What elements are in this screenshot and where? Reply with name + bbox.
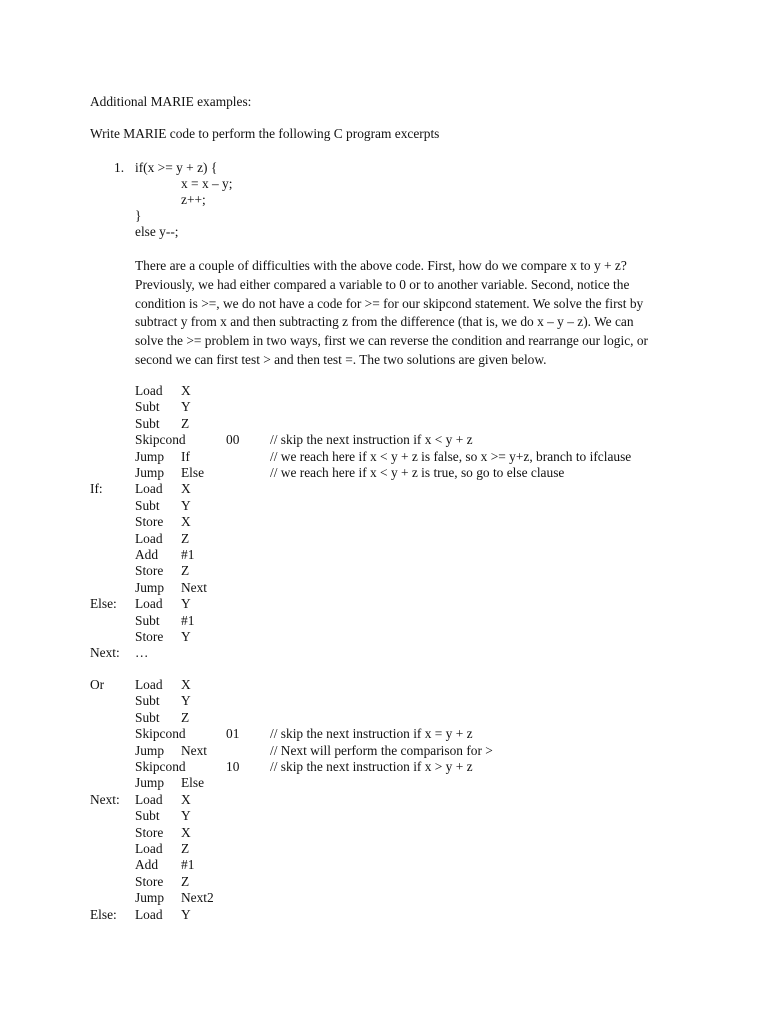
code-row: [0, 383, 768, 399]
code-arg: Z: [181, 709, 190, 725]
explanation-paragraph: [135, 257, 675, 370]
c-code-line: if(x >= y + z) {: [135, 160, 218, 175]
code-op: Store: [135, 629, 164, 644]
code-arg: If: [181, 448, 190, 464]
code-op: Subt: [135, 399, 160, 415]
code-row: [0, 531, 768, 547]
code-op: Add: [135, 547, 159, 562]
code-row: [0, 759, 768, 775]
code-row: [0, 775, 768, 791]
code-row: [0, 677, 768, 693]
paragraph-line: solve the >= problem in two ways, first we can reverse the condition and rearrange our logic, or: [135, 333, 648, 349]
code-op: Load: [135, 791, 163, 807]
code-row: [0, 416, 768, 432]
code-comment: // skip the next instruction if x > y + z: [270, 759, 473, 774]
code-arg: X: [181, 383, 191, 398]
code-row: [0, 792, 768, 808]
code-arg: Z: [181, 415, 190, 431]
code-row: [0, 874, 768, 890]
code-arg: Y: [181, 629, 191, 644]
code-row: [0, 726, 768, 742]
code-op: Subt: [135, 415, 160, 431]
code-row: [0, 808, 768, 824]
code-row: [0, 890, 768, 906]
code-op: Subt: [135, 612, 160, 628]
code-op: Jump: [135, 890, 165, 906]
document-heading: Additional MARIE examples:: [90, 94, 252, 109]
code-arg: X: [181, 481, 191, 497]
code-arg: #1: [181, 547, 195, 562]
code-arg: Else: [181, 465, 205, 480]
code-op: Add: [135, 857, 159, 873]
code-op: Load: [135, 530, 163, 546]
code-arg: #1: [181, 857, 195, 873]
code-row: [0, 743, 768, 759]
code-cond: 10: [226, 759, 240, 774]
code-comment: // skip the next instruction if x = y + z: [270, 726, 473, 742]
code-op: Store: [135, 514, 164, 530]
code-arg: Y: [181, 596, 191, 612]
code-op: Load: [135, 383, 163, 398]
paragraph-line: There are a couple of difficulties with the above code. First, how do we compare x to y + z?: [135, 258, 627, 273]
code-label: If:: [90, 481, 103, 497]
code-row: [0, 547, 768, 563]
code-comment: // Next will perform the comparison for >: [270, 742, 493, 758]
code-row: [0, 399, 768, 415]
code-cond: 01: [226, 726, 240, 742]
code-row: [0, 432, 768, 448]
code-row: [0, 825, 768, 841]
code-row: [0, 693, 768, 709]
code-op: Skipcond: [135, 726, 186, 742]
code-op: Subt: [135, 693, 160, 709]
code-label: Else:: [90, 906, 117, 922]
code-arg: X: [181, 824, 191, 840]
code-comment: // we reach here if x < y + z is true, so go to else clause: [270, 465, 565, 480]
code-op: Load: [135, 596, 163, 612]
code-op: …: [135, 645, 149, 661]
code-op: Skipcond: [135, 432, 186, 448]
intro-line: Write MARIE code to perform the following C program excerpts: [90, 126, 440, 141]
code-row: [0, 465, 768, 481]
code-op: Skipcond: [135, 759, 186, 774]
paragraph-line: second we can first test > and then test =. The two solutions are given below.: [135, 351, 547, 367]
code-op: Load: [135, 481, 163, 497]
code-arg: Y: [181, 906, 191, 922]
code-arg: X: [181, 514, 191, 530]
paragraph-line: subtract y from x and then subtracting z from the difference (that is, we do x – y – z). We can: [135, 314, 634, 330]
code-op: Store: [135, 563, 164, 579]
code-op: Store: [135, 824, 164, 840]
code-op: Jump: [135, 775, 165, 791]
code-label: Else:: [90, 596, 117, 612]
code-op: Load: [135, 677, 163, 692]
code-arg: #1: [181, 612, 195, 628]
code-arg: Next: [181, 742, 208, 758]
code-op: Subt: [135, 808, 160, 824]
code-arg: Y: [181, 399, 191, 415]
paragraph-line: condition is >=, we do not have a code for >= for our skipcond statement. We solve the first by: [135, 295, 644, 311]
code-arg: X: [181, 791, 191, 807]
code-row: [0, 449, 768, 465]
code-row: [0, 710, 768, 726]
code-op: Store: [135, 873, 164, 889]
code-op: Jump: [135, 448, 165, 464]
code-row: [0, 613, 768, 629]
code-arg: Z: [181, 841, 190, 856]
code-row: [0, 841, 768, 857]
code-arg: Z: [181, 530, 190, 546]
c-code-line: x = x – y;: [181, 176, 233, 191]
code-row: [0, 857, 768, 873]
code-op: Subt: [135, 497, 160, 513]
code-arg: Z: [181, 563, 190, 579]
code-op: Load: [135, 906, 163, 922]
code-arg: Next2: [181, 890, 214, 906]
code-cond: 00: [226, 432, 240, 448]
code-op: Jump: [135, 465, 165, 480]
code-row: [0, 629, 768, 645]
code-arg: Else: [181, 775, 205, 791]
code-row: [0, 645, 768, 661]
c-code-line: z++;: [181, 192, 206, 207]
code-arg: Y: [181, 693, 191, 709]
code-op: Load: [135, 841, 163, 856]
code-arg: Next: [181, 579, 208, 595]
paragraph-line: Previously, we had either compared a variable to 0 or to another variable. Second, notice the: [135, 276, 630, 292]
code-op: Jump: [135, 579, 165, 595]
code-label: Or: [90, 677, 105, 692]
code-comment: // skip the next instruction if x < y + z: [270, 432, 473, 448]
code-comment: // we reach here if x < y + z is false, so x >= y+z, branch to ifclause: [270, 448, 632, 464]
code-row: [0, 498, 768, 514]
code-arg: X: [181, 677, 191, 692]
code-row: [0, 580, 768, 596]
code-row: [0, 596, 768, 612]
c-code-line: else y--;: [135, 224, 179, 239]
code-label: Next:: [90, 645, 120, 661]
item-number: 1.: [114, 160, 125, 175]
code-op: Jump: [135, 742, 165, 758]
c-code-line: }: [135, 208, 142, 223]
code-label: Next:: [90, 791, 120, 807]
code-op: Subt: [135, 709, 160, 725]
code-arg: Z: [181, 873, 190, 889]
code-row: [0, 514, 768, 530]
code-row: [0, 563, 768, 579]
code-arg: Y: [181, 497, 191, 513]
code-row: [0, 481, 768, 497]
code-arg: Y: [181, 808, 191, 824]
code-row: [0, 907, 768, 923]
